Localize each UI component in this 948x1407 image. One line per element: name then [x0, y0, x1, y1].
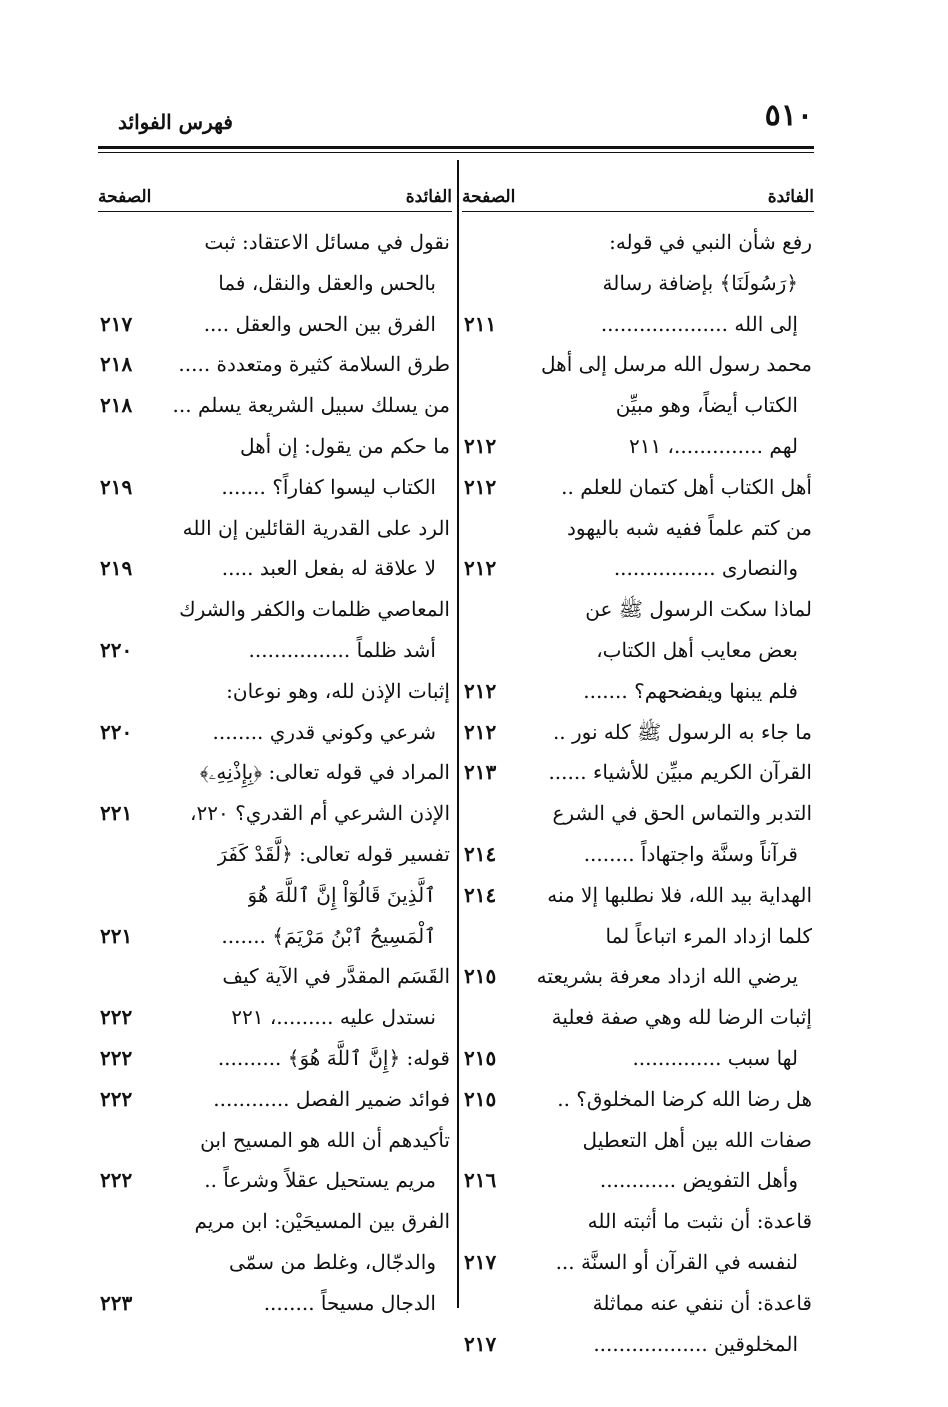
index-entry-line	[462, 589, 812, 630]
entry-page-number	[462, 1120, 464, 1161]
index-entry-line	[98, 467, 450, 508]
column-divider	[457, 160, 459, 1308]
entry-text: صفات الله بين أهل التعطيل	[582, 1127, 812, 1152]
index-entry-line	[462, 508, 812, 549]
index-entry-line	[462, 426, 812, 467]
entry-text: الهداية بيد الله، فلا نطلبها إلا منه	[547, 882, 812, 907]
index-entry-line	[98, 997, 450, 1038]
entry-page-number	[462, 263, 464, 304]
index-entry-line	[462, 793, 812, 834]
header-rule-thick	[98, 146, 814, 149]
index-entry-line	[98, 508, 450, 549]
entry-page-number	[462, 222, 464, 263]
index-entry-line	[98, 875, 450, 916]
entry-text: تفسير قوله تعالى: ﴿لَّقَدْ كَفَرَ	[217, 841, 450, 866]
index-entry-line	[98, 793, 450, 834]
entry-text: قرآناً وسنَّة واجتهاداً ........	[583, 841, 798, 866]
entry-page-number	[98, 956, 100, 997]
entry-page-number	[98, 671, 100, 712]
index-entry-line	[98, 385, 450, 426]
entry-page-number	[98, 222, 100, 263]
index-entry-line	[98, 712, 450, 753]
entry-text: ما حكم من يقول: إن أهل	[239, 433, 450, 458]
entry-page-number: ٢١٩	[100, 556, 133, 581]
index-entry-line	[98, 834, 450, 875]
entry-page-number: ٢١٢	[464, 474, 497, 499]
right-column-header	[462, 177, 814, 212]
entry-text: محمد رسول الله مرسل إلى أهل	[541, 352, 812, 377]
entry-page-number: ٢١٦	[464, 1168, 497, 1193]
entry-page-number: ٢١٥	[464, 1086, 497, 1111]
entry-text: ٱلَّذِينَ قَالُوٓاْ إِنَّ ٱللَّهَ هُوَ	[247, 882, 436, 907]
entry-page-number: ٢١٢	[464, 678, 497, 703]
index-entry-line	[462, 1283, 812, 1324]
entry-text: ما جاء به الرسول ﷺ كله نور ..	[552, 719, 812, 744]
index-entry-line	[462, 467, 812, 508]
index-entry-line	[98, 1120, 450, 1161]
entry-text: القرآن الكريم مبيِّن للأشياء ......	[548, 760, 812, 785]
entry-text: هل رضا الله كرضا المخلوق؟ ..	[557, 1086, 812, 1111]
index-entry-line	[98, 671, 450, 712]
entry-page-number: ٢١٧	[464, 1331, 497, 1356]
index-entry-line	[462, 956, 812, 997]
entry-page-number: ٢٢١	[100, 801, 133, 826]
entry-page-number	[98, 875, 100, 916]
index-entry-line	[462, 263, 812, 304]
entry-text: المخلوقين ..................	[593, 1331, 798, 1356]
entry-text: المراد في قوله تعالى: ﴿بِإِذْنِهِۦ﴾	[199, 760, 450, 785]
entry-text: والدجّال، وغلط من سمّى	[229, 1249, 436, 1274]
entry-page-number	[462, 508, 464, 549]
index-entry-line	[462, 997, 812, 1038]
index-entry-line	[98, 1242, 450, 1283]
entry-text: من يسلك سبيل الشريعة يسلم ...	[172, 393, 450, 418]
left-column-header	[98, 177, 452, 212]
entry-page-number: ٢١٤	[464, 841, 497, 866]
entry-page-number	[462, 1283, 464, 1324]
index-entry-line	[98, 263, 450, 304]
index-entry-line	[462, 1324, 812, 1365]
index-entry-line	[462, 1160, 812, 1201]
entry-page-number: ٢١٤	[464, 882, 497, 907]
index-entry-line	[98, 222, 450, 263]
header-rule-thin	[98, 152, 814, 153]
entry-text: لهم ..............، ٢١١	[628, 433, 798, 458]
entry-text: إثبات الإذن لله، وهو نوعان:	[226, 678, 450, 703]
entry-text: والنصارى ................	[613, 556, 798, 581]
index-entry-line	[462, 875, 812, 916]
index-entry-line	[462, 671, 812, 712]
entry-text: أهل الكتاب أهل كتمان للعلم ..	[561, 474, 812, 499]
entry-page-number	[462, 997, 464, 1038]
running-title: فهرس الفوائد	[118, 110, 233, 134]
left-header-page: الصفحة	[98, 187, 152, 207]
left-header-benefit: الفائدة	[405, 187, 452, 207]
entry-text: قاعدة: أن ننفي عنه مماثلة	[592, 1290, 812, 1315]
entry-text: الإذن الشرعي أم القدري؟ ٢٢٠،	[190, 801, 450, 826]
index-entry-line	[98, 589, 450, 630]
index-entry-line	[462, 752, 812, 793]
entry-page-number	[462, 1201, 464, 1242]
entry-page-number: ٢٢٣	[100, 1290, 133, 1315]
entry-page-number	[98, 1242, 100, 1283]
index-entry-line	[462, 712, 812, 753]
index-entry-line	[98, 1283, 450, 1324]
entry-text: يرضي الله ازداد معرفة بشريعته	[536, 964, 798, 989]
entry-page-number	[98, 752, 100, 793]
entry-text: نقول في مسائل الاعتقاد: ثبت	[204, 230, 450, 254]
index-entry-line	[462, 916, 812, 957]
entry-text: التدبر والتماس الحق في الشرع	[552, 801, 812, 826]
entry-page-number	[462, 630, 464, 671]
entry-text: كلما ازداد المرء اتباعاً لما	[605, 923, 812, 948]
entry-text: بالحس والعقل والنقل، فما	[218, 270, 436, 295]
entry-text: القَسَم المقدَّر في الآية كيف	[222, 964, 450, 989]
index-entry-line	[98, 548, 450, 589]
entry-page-number: ٢٢٢	[100, 1045, 133, 1070]
entry-text: نستدل عليه .........، ٢٢١	[231, 1005, 436, 1030]
index-entry-line	[462, 834, 812, 875]
right-index-column	[462, 222, 812, 1364]
entry-text: ٱلْمَسِيحُ ٱبْنُ مَرْيَمَ﴾ .......	[221, 923, 436, 948]
index-entry-line	[462, 1038, 812, 1079]
index-entry-line	[462, 1201, 812, 1242]
index-entry-line	[462, 548, 812, 589]
entry-page-number: ٢٢٢	[100, 1086, 133, 1111]
index-entry-line	[462, 1242, 812, 1283]
entry-page-number: ٢١٧	[100, 311, 133, 336]
left-index-column	[98, 222, 450, 1324]
entry-text: ﴿رَسُولَنَا﴾ بإضافة رسالة	[602, 270, 798, 295]
index-entry-line	[98, 916, 450, 957]
entry-page-number	[462, 916, 464, 957]
index-entry-line	[462, 344, 812, 385]
index-entry-line	[98, 1160, 450, 1201]
entry-page-number: ٢٢٢	[100, 1005, 133, 1030]
entry-text: لها سبب ..............	[632, 1045, 798, 1070]
index-entry-line	[462, 222, 812, 263]
entry-page-number: ٢٢٠	[100, 637, 133, 662]
entry-text: فلم يبنها ويفضحهم؟ .......	[583, 678, 798, 703]
entry-page-number: ٢١٩	[100, 474, 133, 499]
index-entry-line	[462, 630, 812, 671]
entry-page-number	[98, 508, 100, 549]
entry-text: الفرق بين المسيحَيْن: ابن مريم	[194, 1209, 450, 1234]
entry-page-number	[462, 385, 464, 426]
entry-page-number	[462, 344, 464, 385]
entry-page-number	[98, 1201, 100, 1242]
entry-page-number: ٢١٣	[464, 760, 497, 785]
entry-page-number: ٢١٢	[464, 433, 497, 458]
index-entry-line	[462, 385, 812, 426]
entry-text: بعض معايب أهل الكتاب،	[596, 637, 798, 662]
entry-page-number	[98, 1120, 100, 1161]
index-entry-line	[98, 956, 450, 997]
entry-text: شرعي وكوني قدري ........	[212, 719, 436, 744]
entry-text: الدجال مسيحاً ........	[263, 1290, 436, 1315]
index-entry-line	[98, 752, 450, 793]
entry-text: لماذا سكت الرسول ﷺ عن	[585, 597, 812, 622]
index-entry-line	[98, 1079, 450, 1120]
entry-text: إثبات الرضا لله وهي صفة فعلية	[551, 1005, 812, 1030]
entry-text: من كتم علماً ففيه شبه باليهود	[567, 515, 812, 540]
entry-text: إلى الله ....................	[600, 311, 798, 336]
entry-text: قاعدة: أن نثبت ما أثبته الله	[587, 1209, 812, 1234]
entry-page-number	[462, 793, 464, 834]
index-entry-line	[98, 1201, 450, 1242]
entry-page-number: ٢٢١	[100, 923, 133, 948]
entry-page-number	[462, 589, 464, 630]
index-entry-line	[462, 1120, 812, 1161]
index-entry-line	[98, 630, 450, 671]
entry-page-number: ٢٢٢	[100, 1168, 133, 1193]
entry-page-number	[98, 589, 100, 630]
entry-text: لا علاقة له بفعل العبد .....	[221, 556, 436, 581]
right-header-page: الصفحة	[462, 187, 516, 207]
entry-page-number	[98, 426, 100, 467]
entry-text: رفع شأن النبي في قوله:	[609, 230, 812, 254]
entry-page-number: ٢١٥	[464, 1045, 497, 1070]
entry-text: الرد على القدرية القائلين إن الله	[182, 515, 450, 540]
entry-page-number	[98, 834, 100, 875]
entry-text: الكتاب أيضاً، وهو مبيِّن	[615, 393, 798, 418]
entry-text: طرق السلامة كثيرة ومتعددة .....	[178, 352, 450, 377]
index-entry-line	[98, 1038, 450, 1079]
entry-page-number: ٢٢٠	[100, 719, 133, 744]
entry-text: وأهل التفويض ............	[599, 1168, 798, 1193]
entry-page-number	[98, 263, 100, 304]
index-entry-line	[462, 304, 812, 345]
right-header-benefit: الفائدة	[767, 187, 814, 207]
index-entry-line	[98, 344, 450, 385]
index-entry-line	[98, 304, 450, 345]
entry-text: المعاصي ظلمات والكفر والشرك	[179, 597, 450, 622]
entry-page-number: ٢١١	[464, 311, 497, 336]
entry-text: أشد ظلماً ................	[248, 637, 436, 662]
entry-text: الكتاب ليسوا كفاراً؟ .......	[221, 474, 436, 499]
entry-text: فوائد ضمير الفصل ............	[213, 1086, 450, 1111]
entry-page-number: ٢١٨	[100, 352, 133, 377]
entry-text: تأكيدهم أن الله هو المسيح ابن	[200, 1127, 450, 1152]
entry-page-number: ٢١٥	[464, 964, 497, 989]
index-entry-line	[462, 1079, 812, 1120]
entry-page-number: ٢١٢	[464, 556, 497, 581]
entry-text: الفرق بين الحس والعقل ....	[203, 311, 436, 336]
index-entry-line	[98, 426, 450, 467]
entry-text: قوله: ﴿إِنَّ ٱللَّهَ هُوَ﴾ ..........	[217, 1045, 450, 1070]
entry-text: لنفسه في القرآن أو السنَّة ...	[555, 1249, 798, 1274]
entry-page-number: ٢١٢	[464, 719, 497, 744]
entry-page-number: ٢١٧	[464, 1249, 497, 1274]
page-number: ٥١٠	[764, 98, 813, 133]
entry-text: مريم يستحيل عقلاً وشرعاً ..	[204, 1168, 436, 1193]
entry-page-number: ٢١٨	[100, 393, 133, 418]
